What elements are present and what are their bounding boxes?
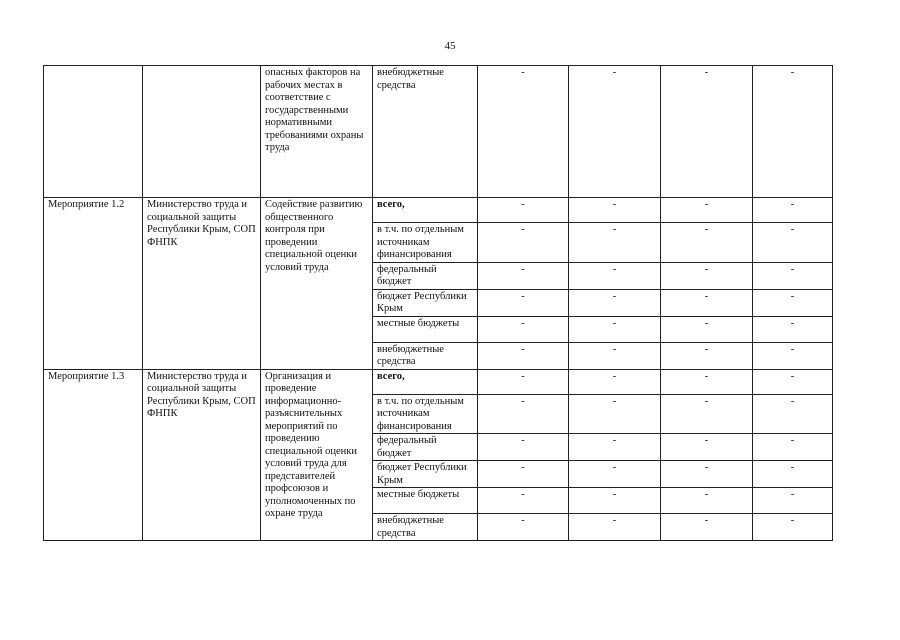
value-cell: - [478,488,569,514]
value-cell: - [753,461,833,488]
value-cell: - [569,223,661,263]
page-number: 45 [444,40,456,52]
funding-source-cell: внебюджетные средства [373,66,478,198]
value-cell: - [753,223,833,263]
value-cell: - [569,514,661,541]
table-row [44,369,833,394]
executor-cell [143,66,261,198]
funding-source-cell: в т.ч. по отдельным источникам финансирования [373,394,478,434]
value-cell: - [661,262,753,289]
description-cell: опасных факторов на рабочих местах в соответствие с государственными нормативными требованиями охраны труда [261,66,373,198]
funding-source-cell: федеральный бюджет [373,262,478,289]
value-cell: - [569,198,661,223]
value-cell: - [478,514,569,541]
funding-source-cell: бюджет Республики Крым [373,461,478,488]
value-cell: - [478,66,569,198]
funding-source-cell: внебюджетные средства [373,342,478,369]
value-cell: - [569,66,661,198]
value-cell: - [661,514,753,541]
value-cell: - [753,289,833,316]
table-row-continuation [44,66,833,198]
value-cell: - [753,394,833,434]
funding-source-cell: внебюджетные средства [373,514,478,541]
value-cell: - [478,289,569,316]
funding-source-cell: в т.ч. по отдельным источникам финансирования [373,223,478,263]
value-cell: - [661,434,753,461]
value-cell: - [569,461,661,488]
funding-source-total: всего, [373,198,478,223]
value-cell: - [478,461,569,488]
value-cell: - [661,369,753,394]
value-cell: - [661,342,753,369]
funding-source-cell: местные бюджеты [373,488,478,514]
value-cell: - [569,369,661,394]
value-cell: - [753,66,833,198]
value-cell: - [661,198,753,223]
value-cell: - [478,262,569,289]
value-cell: - [569,394,661,434]
value-cell: - [753,262,833,289]
table-row [44,198,833,223]
value-cell: - [661,223,753,263]
value-cell: - [478,342,569,369]
value-cell: - [478,394,569,434]
funding-source-cell: местные бюджеты [373,316,478,342]
value-cell: - [569,488,661,514]
value-cell: - [661,394,753,434]
funding-table [43,65,833,541]
value-cell: - [569,434,661,461]
funding-source-total: всего, [373,369,478,394]
value-cell: - [569,316,661,342]
description-cell: Организация и проведение информационно-разъяснительных мероприятий по проведению специальной оценки условий труда для представителей профсоюзов и уполномоченных по охране труда [261,369,373,541]
value-cell: - [661,66,753,198]
value-cell: - [569,289,661,316]
value-cell: - [753,488,833,514]
event-id-cell: Мероприятие 1.2 [44,198,143,370]
funding-source-cell: федеральный бюджет [373,434,478,461]
value-cell: - [753,369,833,394]
value-cell: - [661,289,753,316]
executor-cell: Министерство труда и социальной защиты Республики Крым, СОП ФНПК [143,369,261,541]
value-cell: - [478,434,569,461]
event-cell [44,66,143,198]
value-cell: - [569,262,661,289]
description-cell: Содействие развитию общественного контроля при проведении специальной оценки условий труда [261,198,373,370]
value-cell: - [661,316,753,342]
value-cell: - [753,316,833,342]
value-cell: - [753,434,833,461]
value-cell: - [753,198,833,223]
executor-cell: Министерство труда и социальной защиты Республики Крым, СОП ФНПК [143,198,261,370]
value-cell: - [661,488,753,514]
value-cell: - [661,461,753,488]
value-cell: - [478,223,569,263]
value-cell: - [753,514,833,541]
value-cell: - [753,342,833,369]
value-cell: - [569,342,661,369]
funding-source-cell: бюджет Республики Крым [373,289,478,316]
value-cell: - [478,316,569,342]
value-cell: - [478,198,569,223]
event-id-cell: Мероприятие 1.3 [44,369,143,541]
value-cell: - [478,369,569,394]
